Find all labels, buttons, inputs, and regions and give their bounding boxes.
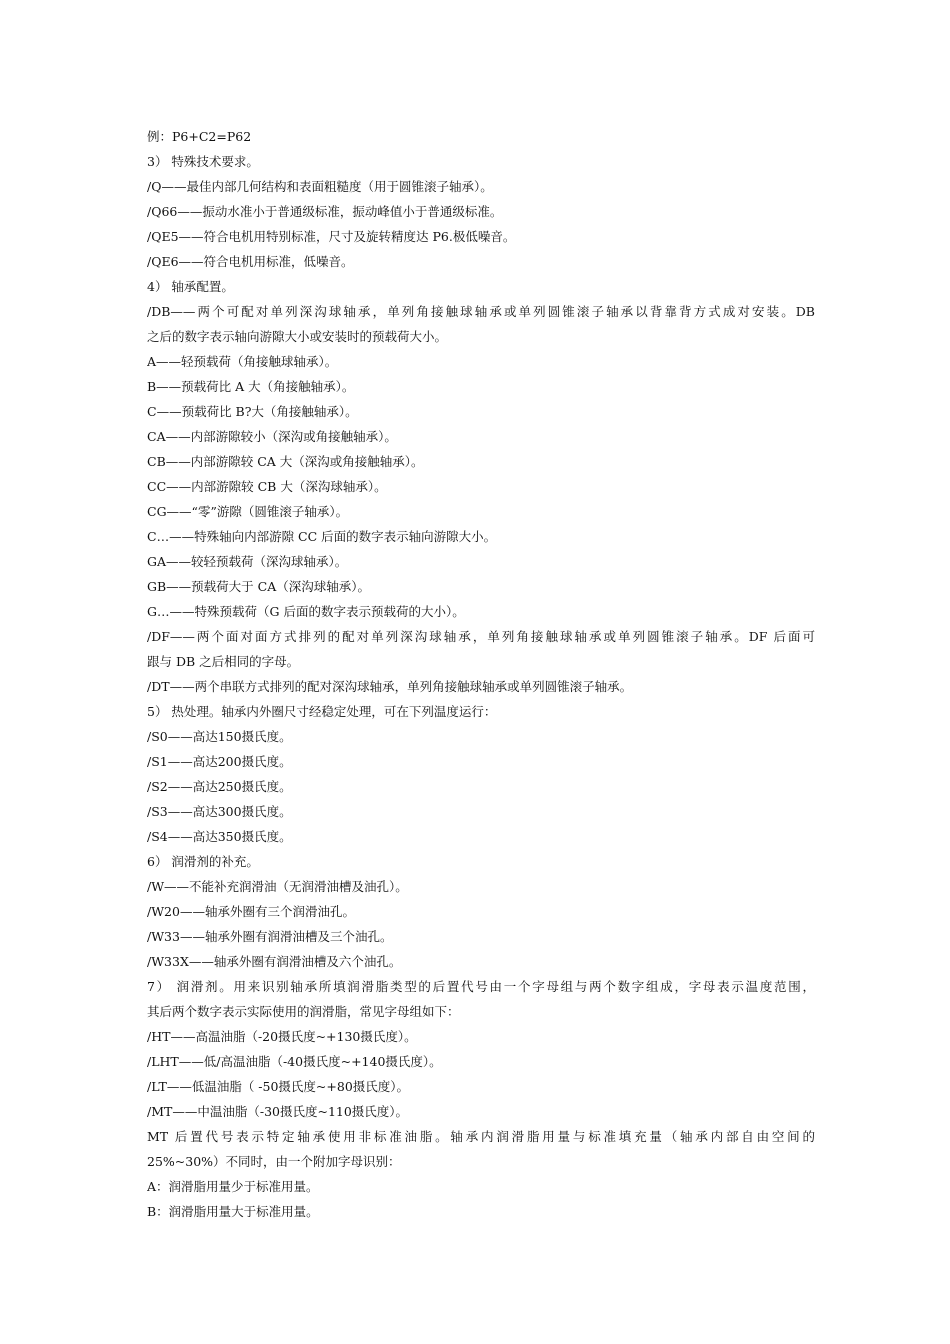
text-line: /Q66——振动水准小于普通级标准，振动峰值小于普通级标准。 — [147, 204, 503, 219]
text-line: /HT——高温油脂（-20摄氏度~+130摄氏度）。 — [147, 1029, 417, 1044]
text-line: /W——不能补充润滑油（无润滑油槽及油孔）。 — [147, 879, 408, 894]
section-heading: 7） 润滑剂。用来识别轴承所填润滑脂类型的后置代号由一个字母组与两个数字组成，字母表示温度范围， — [147, 979, 815, 994]
section-heading: 4） 轴承配置。 — [147, 279, 234, 294]
text-line: /W20——轴承外圈有三个润滑油孔。 — [147, 904, 355, 919]
text-line: CB——内部游隙较 CA 大（深沟或角接触轴承）。 — [147, 454, 424, 469]
text-line: /MT——中温油脂（-30摄氏度~110摄氏度）。 — [147, 1104, 409, 1119]
text-line: /DB——两个可配对单列深沟球轴承，单列角接触球轴承或单列圆锥滚子轴承以背靠背方式成对安装。DB — [147, 304, 815, 319]
text-line: GA——较轻预载荷（深沟球轴承）。 — [147, 554, 348, 569]
text-line: /Q——最佳内部几何结构和表面粗糙度（用于圆锥滚子轴承）。 — [147, 179, 493, 194]
text-line: /S1——高达200摄氏度。 — [147, 754, 292, 769]
text-line: A——轻预载荷（角接触球轴承）。 — [147, 354, 338, 369]
text-line: 之后的数字表示轴向游隙大小或安装时的预载荷大小。 — [147, 329, 448, 344]
text-line: 其后两个数字表示实际使用的润滑脂，常见字母组如下： — [147, 1004, 460, 1019]
text-line: /S2——高达250摄氏度。 — [147, 779, 292, 794]
text-line: A：润滑脂用量少于标准用量。 — [147, 1179, 319, 1194]
text-line: /QE5——符合电机用特别标准，尺寸及旋转精度达 P6.极低噪音。 — [147, 229, 516, 244]
section-heading: 5） 热处理。轴承内外圈尺寸经稳定处理，可在下列温度运行： — [147, 704, 497, 719]
text-line: /LHT——低/高温油脂（-40摄氏度~+140摄氏度）。 — [147, 1054, 442, 1069]
text-line: /S3——高达300摄氏度。 — [147, 804, 292, 819]
text-line: CG——“零”游隙（圆锥滚子轴承）。 — [147, 504, 349, 519]
text-line: CC——内部游隙较 CB 大（深沟球轴承）。 — [147, 479, 387, 494]
text-line: /LT——低温油脂（ -50摄氏度~+80摄氏度）。 — [147, 1079, 410, 1094]
text-line: CA——内部游隙较小（深沟或角接触轴承）。 — [147, 429, 397, 444]
text-line: 跟与 DB 之后相同的字母。 — [147, 654, 300, 669]
text-line: MT 后置代号表示特定轴承使用非标准油脂。轴承内润滑脂用量与标准填充量（轴承内部自由空间的 — [147, 1129, 815, 1144]
text-line: B：润滑脂用量大于标准用量。 — [147, 1204, 319, 1219]
text-line: C…——特殊轴向内部游隙 CC 后面的数字表示轴向游隙大小。 — [147, 529, 497, 544]
text-line: /S4——高达350摄氏度。 — [147, 829, 292, 844]
text-line: /QE6——符合电机用标准，低噪音。 — [147, 254, 354, 269]
text-line: 25%~30%）不同时，由一个附加字母识别： — [147, 1154, 401, 1169]
text-line: GB——预载荷大于 CA（深沟球轴承）。 — [147, 579, 370, 594]
text-line: /DF——两个面对面方式排列的配对单列深沟球轴承，单列角接触球轴承或单列圆锥滚子轴承。DF 后面可 — [147, 629, 815, 644]
document-page — [147, 124, 815, 1224]
section-heading: 3） 特殊技术要求。 — [147, 154, 259, 169]
text-line: /W33——轴承外圈有润滑油槽及三个油孔。 — [147, 929, 393, 944]
text-line: B——预载荷比 A 大（角接触轴承）。 — [147, 379, 355, 394]
text-line: G…——特殊预载荷（G 后面的数字表示预载荷的大小）。 — [147, 604, 465, 619]
text-line: C——预载荷比 B?大（角接触轴承）。 — [147, 404, 358, 419]
text-line: /S0——高达150摄氏度。 — [147, 729, 292, 744]
section-heading: 6） 润滑剂的补充。 — [147, 854, 259, 869]
text-line: 例：P6+C2=P62 — [147, 129, 252, 144]
text-line: /W33X——轴承外圈有润滑油槽及六个油孔。 — [147, 954, 402, 969]
text-line: /DT——两个串联方式排列的配对深沟球轴承，单列角接触球轴承或单列圆锥滚子轴承。 — [147, 679, 633, 694]
